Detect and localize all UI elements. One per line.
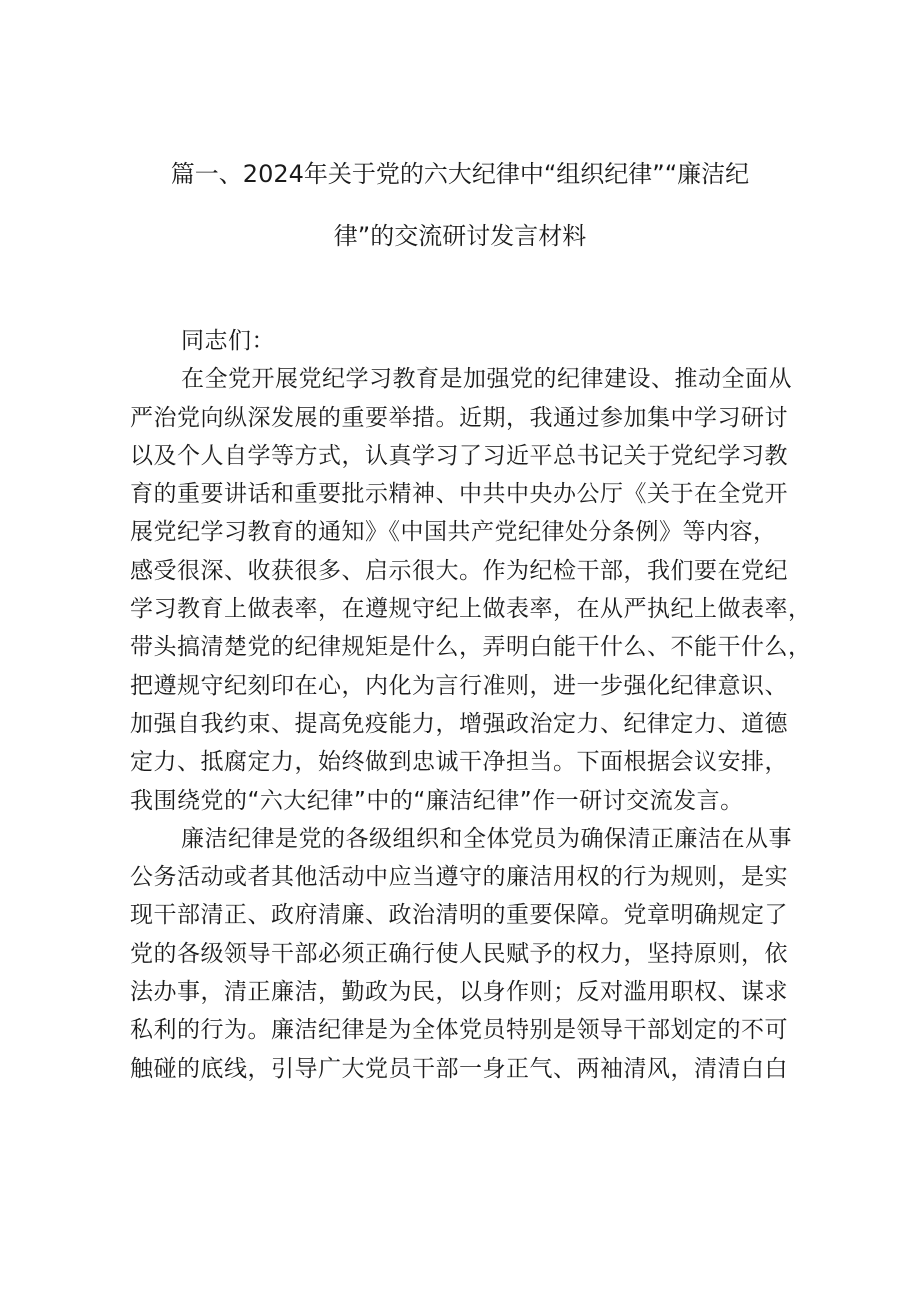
paragraph-1-line: 以及个人自学等方式，认真学习了习近平总书记关于党纪学习教 — [130, 442, 788, 469]
paragraph-2-line: 触碰的底线，引导广大党员干部一身正气、两袖清风，清清白白 — [130, 1055, 788, 1082]
document-title-line-1: 篇一、2024年关于党的六大纪律中“组织纪律”“廉洁纪 — [170, 160, 750, 188]
document-title-line-2: 律”的交流研讨发言材料 — [333, 222, 587, 250]
document-body — [130, 322, 810, 1088]
paragraph-1-line: 我围绕党的“六大纪律”中的“廉洁纪律”作一研讨交流发言。 — [130, 787, 744, 814]
paragraph-1-line: 加强自我约束、提高免疫能力，增强政治定力、纪律定力、道德 — [130, 710, 788, 737]
paragraph-1-line: 把遵规守纪刻印在心，内化为言行准则，进一步强化纪律意识、 — [130, 672, 788, 699]
paragraph-1-line: 学习教育上做表率，在遵规守纪上做表率，在从严执纪上做表率， — [130, 596, 812, 623]
paragraph-1-line: 展党纪学习教育的通知》《中国共产党纪律处分条例》等内容， — [130, 519, 777, 546]
paragraph-2-line: 法办事，清正廉洁，勤政为民，以身作则；反对滥用职权、谋求 — [130, 979, 788, 1006]
paragraph-2-line: 公务活动或者其他活动中应当遵守的廉洁用权的行为规则，是实 — [130, 864, 788, 891]
paragraph-2-line: 廉洁纪律是党的各级组织和全体党员为确保清正廉洁在从事 — [181, 825, 792, 852]
paragraph-1-line: 育的重要讲话和重要批示精神、中共中央办公厅《关于在全党开 — [130, 481, 788, 508]
paragraph-1-line: 严治党向纵深发展的重要举措。近期，我通过参加集中学习研讨 — [130, 404, 788, 431]
paragraph-1-line: 带头搞清楚党的纪律规矩是什么，弄明白能干什么、不能干什么， — [130, 634, 812, 661]
paragraph-2-line: 现干部清正、政府清廉、政治清明的重要保障。党章明确规定了 — [130, 902, 788, 929]
paragraph-1-line: 在全党开展党纪学习教育是加强党的纪律建设、推动全面从 — [181, 366, 792, 393]
paragraph-2-line: 私利的行为。廉洁纪律是为全体党员特别是领导干部划定的不可 — [130, 1017, 788, 1044]
paragraph-1-line: 感受很深、收获很多、启示很大。作为纪检干部，我们要在党纪 — [130, 557, 788, 584]
salutation-line: 同志们： — [181, 328, 275, 354]
paragraph-1-line: 定力、抵腐定力，始终做到忠诚干净担当。下面根据会议安排， — [130, 749, 788, 776]
paragraph-2-line: 党的各级领导干部必须正确行使人民赋予的权力，坚持原则，依 — [130, 940, 788, 967]
